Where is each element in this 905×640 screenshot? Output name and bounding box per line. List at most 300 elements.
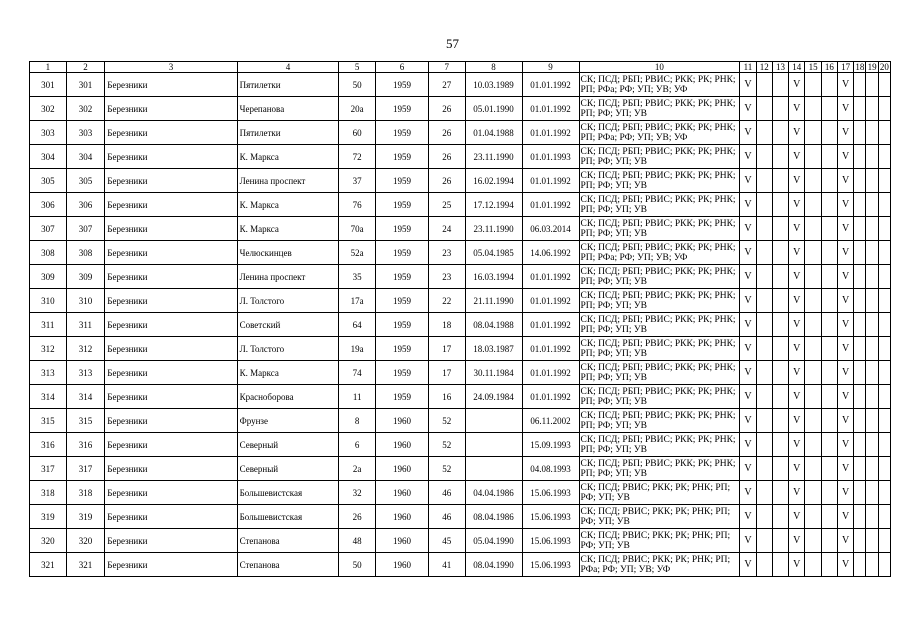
cell-col-9: 01.01.1992 [522,97,579,121]
cell-col-5: 64 [339,313,376,337]
cell-col-18 [854,385,866,409]
column-header: 17 [837,62,853,73]
cell-col-6: 1960 [375,457,428,481]
cell-col-8: 08.04.1990 [465,553,522,577]
cell-col-16 [821,409,837,433]
cell-col-11: V [740,97,756,121]
cell-col-14: V [789,481,805,505]
column-header: 4 [237,62,339,73]
table-row [30,97,891,121]
cell-col-19 [866,385,878,409]
cell-col-14: V [789,289,805,313]
cell-col-19 [866,241,878,265]
cell-col-16 [821,529,837,553]
cell-col-19 [866,505,878,529]
cell-col-7: 52 [428,409,465,433]
cell-col-5: 70а [339,217,376,241]
cell-col-4: Челюскинцев [237,241,339,265]
cell-col-8: 05.04.1985 [465,241,522,265]
table-row [30,457,891,481]
cell-col-2: 305 [66,169,105,193]
cell-col-7: 16 [428,385,465,409]
cell-col-3: Березники [105,457,237,481]
cell-col-6: 1960 [375,409,428,433]
cell-col-13 [772,481,788,505]
cell-col-14: V [789,409,805,433]
cell-col-15 [805,529,821,553]
cell-col-1: 320 [30,529,67,553]
column-header: 20 [879,62,889,72]
cell-col-12 [756,385,772,409]
cell-col-3: Березники [105,241,237,265]
table-row [30,169,891,193]
cell-col-14: V [789,97,805,121]
cell-col-17: V [837,409,853,433]
table-row [30,289,891,313]
cell-col-2: 321 [66,553,105,577]
cell-col-14: V [789,529,805,553]
cell-col-10: СК; ПСД; РБП; РВИС; РКК; РК; РНК; РП; РФ; УП; УВ [579,337,740,361]
cell-col-4: Северный [237,433,339,457]
cell-col-5: 50 [339,73,376,97]
cell-col-15 [805,385,821,409]
cell-col-11: V [740,529,756,553]
cell-col-8: 01.04.1988 [465,121,522,145]
cell-col-2: 320 [66,529,105,553]
cell-col-15 [805,361,821,385]
cell-col-16 [821,433,837,457]
cell-col-18 [854,505,866,529]
cell-col-2: 308 [66,241,105,265]
cell-col-2: 315 [66,409,105,433]
cell-col-10: СК; ПСД; РВИС; РКК; РК; РНК; РП; РФ; УП; УВ [579,529,740,553]
cell-col-5: 76 [339,193,376,217]
cell-col-3: Березники [105,553,237,577]
cell-col-11: V [740,289,756,313]
cell-col-20 [878,145,890,169]
cell-col-2: 304 [66,145,105,169]
cell-col-12 [756,433,772,457]
cell-col-12 [756,505,772,529]
cell-col-5: 20а [339,97,376,121]
cell-col-6: 1959 [375,217,428,241]
cell-col-6: 1959 [375,313,428,337]
cell-col-18 [854,553,866,577]
cell-col-20 [878,241,890,265]
cell-col-17: V [837,337,853,361]
cell-col-6: 1959 [375,73,428,97]
cell-col-16 [821,289,837,313]
cell-col-8 [465,433,522,457]
cell-col-13 [772,73,788,97]
cell-col-16 [821,481,837,505]
cell-col-10: СК; ПСД; РБП; РВИС; РКК; РК; РНК; РП; РФ; УП; УВ [579,409,740,433]
cell-col-17: V [837,289,853,313]
cell-col-13 [772,289,788,313]
cell-col-5: 74 [339,361,376,385]
cell-col-19 [866,193,878,217]
cell-col-14: V [789,73,805,97]
cell-col-12 [756,337,772,361]
cell-col-12 [756,409,772,433]
cell-col-13 [772,385,788,409]
cell-col-20 [878,433,890,457]
cell-col-9: 01.01.1992 [522,313,579,337]
cell-col-14: V [789,553,805,577]
cell-col-5: 6 [339,433,376,457]
cell-col-13 [772,505,788,529]
cell-col-19 [866,457,878,481]
cell-col-3: Березники [105,505,237,529]
cell-col-10: СК; ПСД; РБП; РВИС; РКК; РК; РНК; РП; РФ; УП; УВ [579,385,740,409]
cell-col-3: Березники [105,121,237,145]
cell-col-13 [772,169,788,193]
cell-col-13 [772,313,788,337]
cell-col-4: Л. Толстого [237,289,339,313]
cell-col-10: СК; ПСД; РБП; РВИС; РКК; РК; РНК; РП; РФ; УП; УВ [579,313,740,337]
cell-col-11: V [740,169,756,193]
cell-col-16 [821,265,837,289]
cell-col-13 [772,217,788,241]
cell-col-11: V [740,73,756,97]
cell-col-18 [854,361,866,385]
cell-col-11: V [740,481,756,505]
cell-col-8: 05.04.1990 [465,529,522,553]
cell-col-17: V [837,481,853,505]
column-header: 1 [30,62,67,73]
cell-col-15 [805,433,821,457]
cell-col-20 [878,313,890,337]
cell-col-7: 46 [428,505,465,529]
table-row [30,529,891,553]
cell-col-7: 17 [428,337,465,361]
table-row [30,553,891,577]
cell-col-19 [866,145,878,169]
cell-col-9: 01.01.1992 [522,337,579,361]
cell-col-7: 45 [428,529,465,553]
cell-col-20 [878,457,890,481]
cell-col-16 [821,169,837,193]
table-row [30,265,891,289]
cell-col-3: Березники [105,529,237,553]
cell-col-1: 312 [30,337,67,361]
cell-col-15 [805,121,821,145]
register-table [29,61,891,577]
cell-col-15 [805,289,821,313]
cell-col-12 [756,265,772,289]
cell-col-15 [805,553,821,577]
cell-col-10: СК; ПСД; РБП; РВИС; РКК; РК; РНК; РП; РФ; УП; УВ [579,97,740,121]
cell-col-7: 26 [428,97,465,121]
table-row [30,433,891,457]
cell-col-9: 14.06.1992 [522,241,579,265]
cell-col-8: 24.09.1984 [465,385,522,409]
cell-col-18 [854,409,866,433]
cell-col-1: 314 [30,385,67,409]
cell-col-9: 01.01.1992 [522,385,579,409]
cell-col-5: 17а [339,289,376,313]
cell-col-13 [772,361,788,385]
cell-col-13 [772,193,788,217]
cell-col-15 [805,457,821,481]
table-row [30,505,891,529]
cell-col-19 [866,409,878,433]
cell-col-12 [756,169,772,193]
cell-col-12 [756,145,772,169]
cell-col-14: V [789,385,805,409]
cell-col-1: 307 [30,217,67,241]
cell-col-13 [772,529,788,553]
cell-col-20 [878,217,890,241]
cell-col-18 [854,265,866,289]
cell-col-10: СК; ПСД; РБП; РВИС; РКК; РК; РНК; РП; РФ; УП; УВ [579,265,740,289]
cell-col-6: 1959 [375,169,428,193]
table-body [30,73,891,577]
cell-col-15 [805,97,821,121]
cell-col-10: СК; ПСД; РБП; РВИС; РКК; РК; РНК; РП; РФ; УП; УВ [579,145,740,169]
cell-col-17: V [837,193,853,217]
cell-col-15 [805,73,821,97]
cell-col-5: 32 [339,481,376,505]
cell-col-11: V [740,193,756,217]
cell-col-19 [866,361,878,385]
cell-col-14: V [789,193,805,217]
cell-col-2: 311 [66,313,105,337]
cell-col-18 [854,433,866,457]
cell-col-7: 26 [428,169,465,193]
table-row [30,121,891,145]
cell-col-13 [772,337,788,361]
cell-col-20 [878,265,890,289]
cell-col-11: V [740,361,756,385]
cell-col-6: 1959 [375,289,428,313]
cell-col-16 [821,73,837,97]
cell-col-12 [756,289,772,313]
cell-col-20 [878,337,890,361]
cell-col-20 [878,409,890,433]
cell-col-11: V [740,337,756,361]
cell-col-2: 317 [66,457,105,481]
cell-col-3: Березники [105,97,237,121]
cell-col-4: Л. Толстого [237,337,339,361]
cell-col-15 [805,265,821,289]
cell-col-17: V [837,433,853,457]
cell-col-10: СК; ПСД; РБП; РВИС; РКК; РК; РНК; РП; РФа; РФ; УП; УВ; УФ [579,121,740,145]
cell-col-13 [772,241,788,265]
cell-col-4: К. Маркса [237,361,339,385]
cell-col-18 [854,169,866,193]
cell-col-16 [821,97,837,121]
cell-col-2: 314 [66,385,105,409]
cell-col-19 [866,433,878,457]
cell-col-12 [756,529,772,553]
cell-col-8: 16.03.1994 [465,265,522,289]
cell-col-3: Березники [105,193,237,217]
cell-col-13 [772,553,788,577]
cell-col-18 [854,193,866,217]
page-number: 57 [446,36,459,51]
cell-col-6: 1959 [375,241,428,265]
cell-col-4: Советский [237,313,339,337]
cell-col-14: V [789,313,805,337]
cell-col-8: 23.11.1990 [465,217,522,241]
cell-col-9: 01.01.1992 [522,361,579,385]
cell-col-6: 1960 [375,553,428,577]
cell-col-16 [821,505,837,529]
cell-col-11: V [740,505,756,529]
cell-col-8: 04.04.1986 [465,481,522,505]
cell-col-12 [756,553,772,577]
cell-col-1: 313 [30,361,67,385]
cell-col-9: 01.01.1992 [522,289,579,313]
cell-col-7: 52 [428,457,465,481]
cell-col-17: V [837,97,853,121]
cell-col-19 [866,97,878,121]
cell-col-1: 305 [30,169,67,193]
cell-col-16 [821,193,837,217]
cell-col-1: 303 [30,121,67,145]
cell-col-4: К. Маркса [237,145,339,169]
cell-col-2: 319 [66,505,105,529]
cell-col-15 [805,313,821,337]
cell-col-7: 46 [428,481,465,505]
cell-col-9: 04.08.1993 [522,457,579,481]
cell-col-16 [821,553,837,577]
cell-col-11: V [740,145,756,169]
cell-col-4: Большевистская [237,505,339,529]
cell-col-11: V [740,457,756,481]
cell-col-1: 317 [30,457,67,481]
cell-col-18 [854,481,866,505]
cell-col-18 [854,313,866,337]
cell-col-4: Красноборова [237,385,339,409]
cell-col-20 [878,481,890,505]
table-row [30,313,891,337]
table-row [30,145,891,169]
cell-col-14: V [789,433,805,457]
cell-col-18 [854,529,866,553]
cell-col-19 [866,337,878,361]
cell-col-1: 319 [30,505,67,529]
cell-col-12 [756,313,772,337]
cell-col-16 [821,385,837,409]
cell-col-9: 01.01.1992 [522,193,579,217]
cell-col-5: 72 [339,145,376,169]
cell-col-17: V [837,265,853,289]
cell-col-11: V [740,121,756,145]
cell-col-14: V [789,121,805,145]
cell-col-12 [756,241,772,265]
table-row [30,217,891,241]
column-header: 19 [867,62,877,72]
cell-col-5: 60 [339,121,376,145]
header-row [30,62,891,73]
cell-col-15 [805,145,821,169]
cell-col-5: 2а [339,457,376,481]
table-row [30,385,891,409]
cell-col-6: 1960 [375,481,428,505]
cell-col-14: V [789,217,805,241]
cell-col-4: Северный [237,457,339,481]
column-header: 8 [465,62,522,73]
cell-col-5: 26 [339,505,376,529]
cell-col-19 [866,169,878,193]
cell-col-6: 1960 [375,505,428,529]
table-row [30,73,891,97]
cell-col-15 [805,241,821,265]
cell-col-17: V [837,73,853,97]
cell-col-17: V [837,169,853,193]
cell-col-11: V [740,265,756,289]
cell-col-3: Березники [105,433,237,457]
cell-col-2: 318 [66,481,105,505]
cell-col-6: 1959 [375,361,428,385]
cell-col-16 [821,241,837,265]
column-header: 5 [339,62,376,73]
cell-col-4: Фрунзе [237,409,339,433]
cell-col-11: V [740,241,756,265]
cell-col-19 [866,289,878,313]
cell-col-20 [878,505,890,529]
cell-col-11: V [740,385,756,409]
cell-col-12 [756,121,772,145]
cell-col-13 [772,433,788,457]
cell-col-19 [866,553,878,577]
table-row [30,409,891,433]
cell-col-15 [805,481,821,505]
table-row [30,193,891,217]
cell-col-18 [854,241,866,265]
cell-col-13 [772,145,788,169]
column-header: 9 [522,62,579,73]
cell-col-7: 26 [428,121,465,145]
table-row [30,481,891,505]
cell-col-12 [756,481,772,505]
cell-col-9: 06.11.2002 [522,409,579,433]
column-header: 2 [66,62,105,73]
cell-col-15 [805,409,821,433]
cell-col-18 [854,97,866,121]
cell-col-20 [878,97,890,121]
cell-col-10: СК; ПСД; РБП; РВИС; РКК; РК; РНК; РП; РФ; УП; УВ [579,193,740,217]
cell-col-4: Ленина проспект [237,265,339,289]
cell-col-12 [756,193,772,217]
cell-col-7: 27 [428,73,465,97]
cell-col-9: 01.01.1992 [522,169,579,193]
cell-col-20 [878,385,890,409]
cell-col-1: 311 [30,313,67,337]
cell-col-10: СК; ПСД; РБП; РВИС; РКК; РК; РНК; РП; РФ; УП; УВ [579,457,740,481]
cell-col-11: V [740,553,756,577]
table-row [30,337,891,361]
cell-col-8: 16.02.1994 [465,169,522,193]
cell-col-8: 23.11.1990 [465,145,522,169]
cell-col-2: 301 [66,73,105,97]
cell-col-5: 48 [339,529,376,553]
cell-col-11: V [740,409,756,433]
cell-col-3: Березники [105,313,237,337]
cell-col-7: 41 [428,553,465,577]
cell-col-2: 313 [66,361,105,385]
cell-col-5: 8 [339,409,376,433]
cell-col-17: V [837,313,853,337]
cell-col-15 [805,169,821,193]
cell-col-12 [756,217,772,241]
cell-col-2: 310 [66,289,105,313]
table-row [30,241,891,265]
cell-col-10: СК; ПСД; РВИС; РКК; РК; РНК; РП; РФ; УП; УВ [579,505,740,529]
cell-col-14: V [789,169,805,193]
